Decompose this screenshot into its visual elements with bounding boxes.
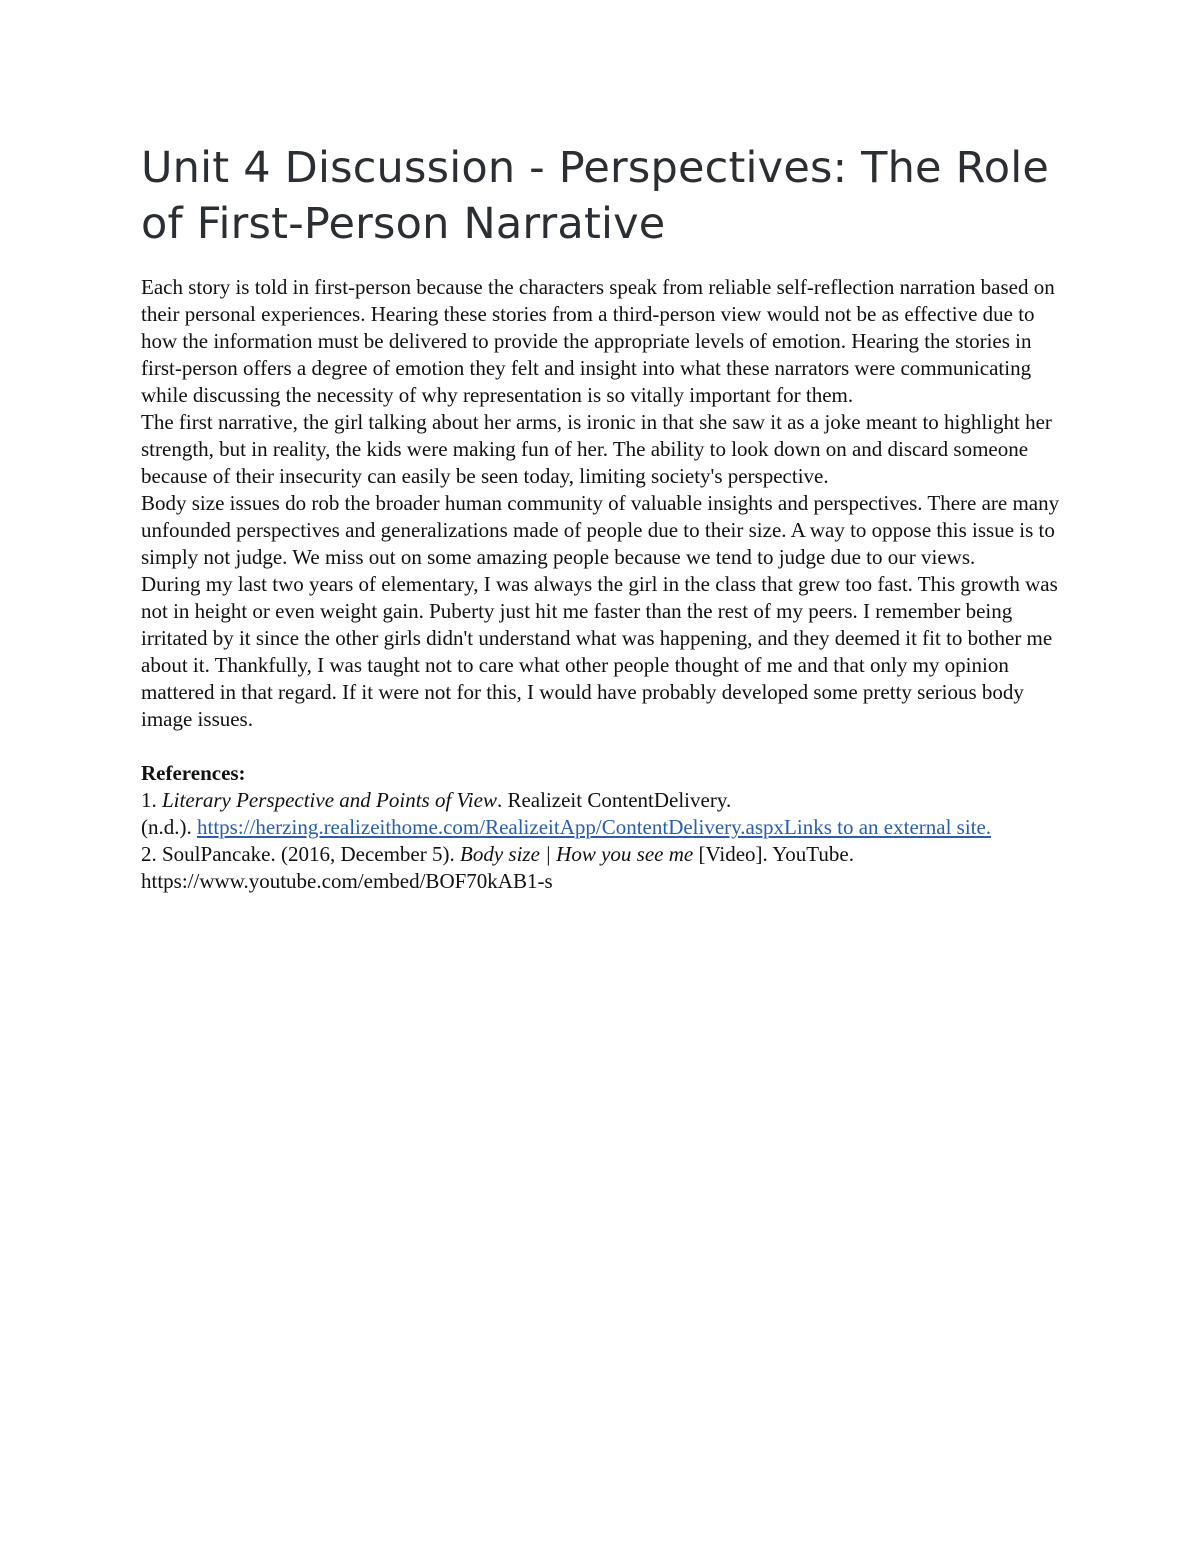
reference-1-date: (n.d.). — [141, 815, 197, 839]
reference-1-source: . Realizeit ContentDelivery. — [496, 788, 732, 812]
references-section — [141, 760, 1071, 895]
reference-2-title: Body size | How you see me — [460, 842, 694, 866]
document-page — [141, 140, 1071, 895]
reference-1-number: 1. — [141, 788, 162, 812]
paragraph-4: During my last two years of elementary, I was always the girl in the class that grew too fast. This growth was not in height or even weight gain. Puberty just hit me faster than the rest of my peers. I remember being irritated by it since the other girls didn't understand what was happening, and they deemed it fit to bother me about it. Thankfully, I was taught not to care what other people thought of me and that only my opinion mattered in that regard. If it were not for this, I would have probably developed some pretty serious body image issues. — [141, 572, 1058, 731]
reference-2 — [141, 841, 1071, 895]
paragraph-1: Each story is told in first-person because the characters speak from reliable self-reflection narration based on their personal experiences. Hearing these stories from a third-person view would not be as effective due to how the information must be delivered to provide the appropriate levels of emotion. Hearing the stories in first-person offers a degree of emotion they felt and insight into what these narrators were communicating while discussing the necessity of why representation is so vitally important for them. — [141, 275, 1055, 407]
page-title: Unit 4 Discussion - Perspectives: The Role of First-Person Narrative — [141, 143, 1050, 249]
reference-2-author-date: SoulPancake. (2016, December 5). — [162, 842, 460, 866]
reference-2-url: https://www.youtube.com/embed/BOF70kAB1-s — [141, 869, 553, 893]
reference-2-number: 2. — [141, 842, 162, 866]
reference-2-source: [Video]. YouTube. — [693, 842, 854, 866]
reference-1-title: Literary Perspective and Points of View — [162, 788, 497, 812]
references-heading: References: — [141, 761, 246, 785]
paragraph-3: Body size issues do rob the broader human community of valuable insights and perspectives. There are many unfounded perspectives and generalizations made of people due to their size. A way to oppose this issue is to simply not judge. We miss out on some amazing people because we tend to judge due to our views. — [141, 491, 1060, 569]
paragraph-2: The first narrative, the girl talking about her arms, is ironic in that she saw it as a joke meant to highlight her strength, but in reality, the kids were making fun of her. The ability to look down on and discard someone because of their insecurity can easily be seen today, limiting society's perspective. — [141, 410, 1052, 488]
reference-1-link[interactable]: https://herzing.realizeithome.com/RealizeitApp/ContentDelivery.aspxLinks to an external site. — [197, 815, 992, 839]
document-body — [141, 274, 1071, 895]
reference-1 — [141, 787, 1071, 841]
